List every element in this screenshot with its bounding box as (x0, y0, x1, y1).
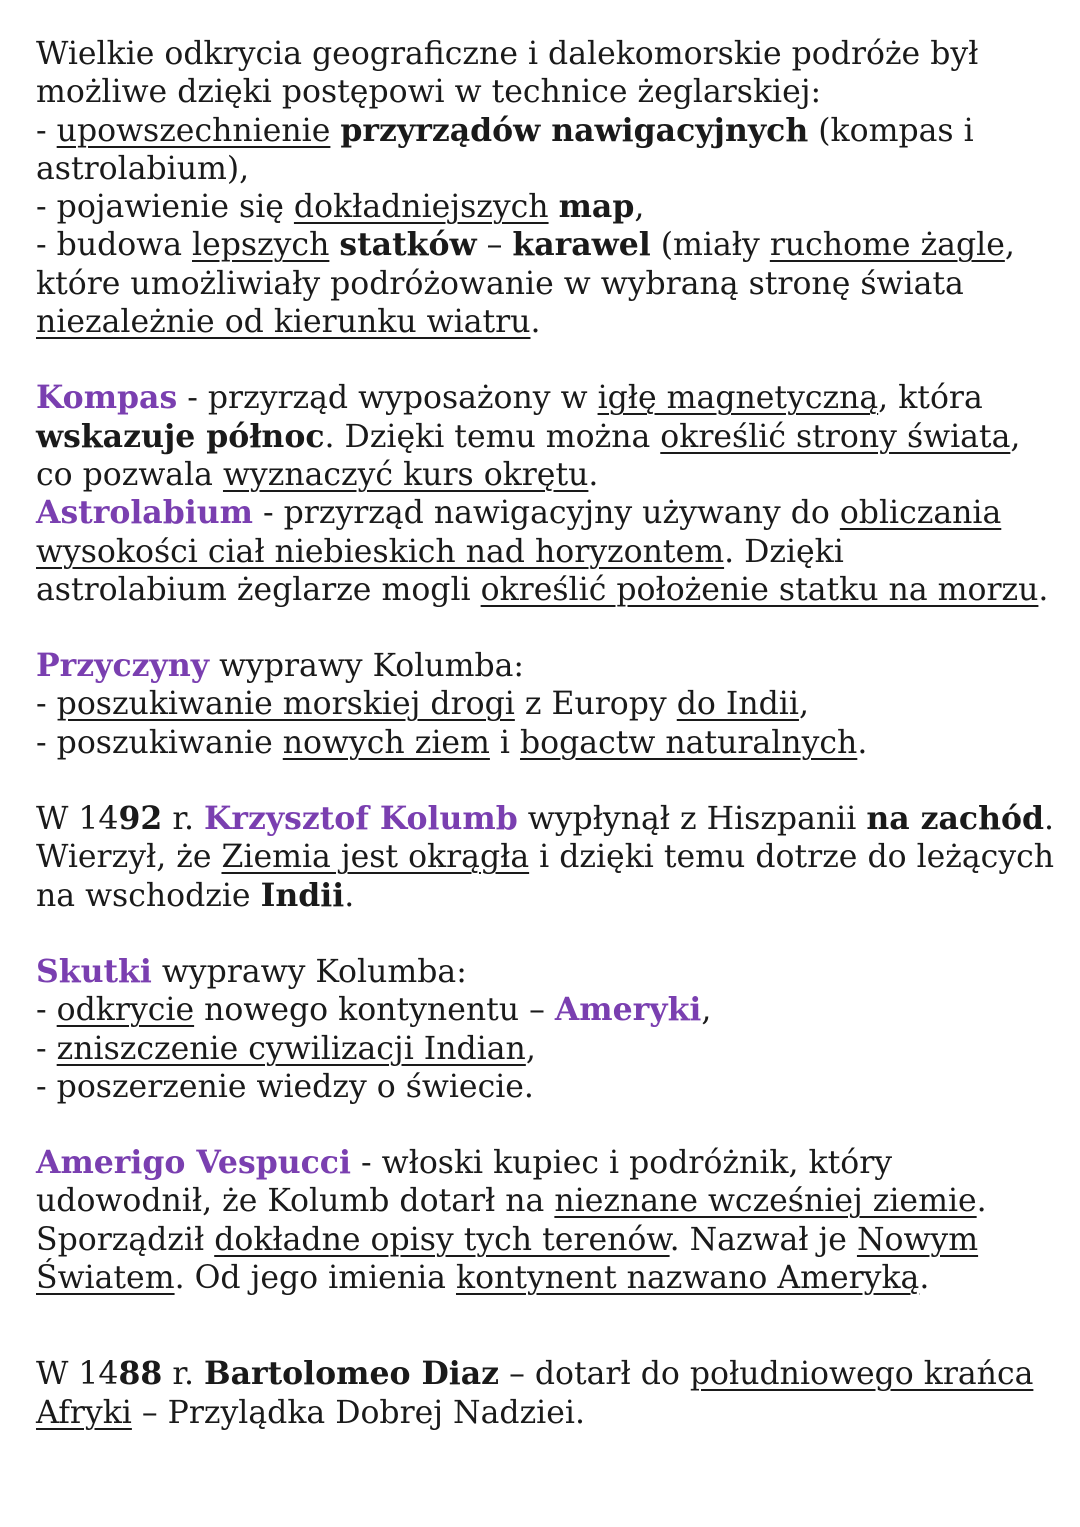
underlined-text: lepszych (192, 227, 330, 264)
spacer (36, 609, 1056, 647)
text-run: – Przylądka Dobrej Nadziei. (131, 1394, 585, 1431)
underlined-text: Ziemia jest okrągła (221, 839, 530, 876)
kolumb-paragraph (36, 800, 1056, 915)
text-run: r. (162, 801, 204, 838)
text-line (36, 877, 1056, 915)
text-run: wyprawy Kolumba: (209, 648, 525, 685)
underlined-text: Światem (36, 1260, 175, 1297)
text-line (36, 418, 1056, 456)
text-run: - (36, 112, 57, 149)
vespucci-paragraph (36, 1144, 1056, 1297)
text-run: (kompas i (808, 112, 974, 149)
text-line (36, 571, 1056, 609)
underlined-text: odkrycie (56, 992, 195, 1029)
text-run: , (1004, 227, 1015, 264)
text-run: - (36, 992, 57, 1029)
underlined-text: zniszczenie cywilizacji Indian (56, 1030, 526, 1067)
bold-term: Bartolomeo Diaz (203, 1355, 500, 1393)
text-line (36, 647, 1056, 685)
underlined-text: określić strony świata (660, 418, 1011, 455)
text-run: . (344, 877, 355, 914)
underlined-text: nieznane wcześniej ziemie (554, 1183, 977, 1220)
text-run: i dzięki temu dotrze do leżących (529, 839, 1055, 876)
bold-term: statków (339, 226, 477, 264)
text-run: - budowa (36, 227, 192, 264)
underlined-text: kontynent nazwano Ameryką (455, 1260, 920, 1297)
bold-term: wskazuje północ (36, 417, 325, 455)
text-line (36, 838, 1056, 876)
text-run: . (976, 1183, 987, 1220)
purple-term: Kompas (36, 379, 178, 417)
text-run: udowodnił, że Kolumb dotarł na (36, 1183, 555, 1220)
spacer (36, 341, 1056, 379)
text-run: - (36, 1030, 57, 1067)
text-run: , (798, 686, 809, 723)
text-run: - włoski kupiec i podróżnik, który (350, 1145, 893, 1182)
text-run: , (1010, 418, 1021, 455)
text-run: - poszukiwanie (36, 724, 283, 761)
underlined-text: Afryki (36, 1394, 132, 1431)
text-run: - przyrząd wyposażony w (177, 380, 598, 417)
underlined-text: dokładne opisy tych terenów (214, 1221, 670, 1258)
underlined-text: południowego krańca (689, 1356, 1034, 1393)
text-run: Wierzył, że (36, 839, 222, 876)
text-run: . (1038, 571, 1049, 608)
text-line (36, 533, 1056, 571)
text-run: (miały (650, 227, 770, 264)
purple-term: Amerigo Vespucci (36, 1144, 351, 1182)
text-line (36, 1394, 1056, 1432)
underlined-text: bogactw naturalnych (520, 724, 858, 761)
underlined-text: igłę magnetyczną (597, 380, 879, 417)
underlined-text: dokładniejszych (293, 189, 549, 226)
text-line (36, 1144, 1056, 1182)
text-line (36, 800, 1056, 838)
spacer (36, 1106, 1056, 1144)
document-page (36, 35, 1056, 1432)
text-line: - poszerzenie wiedzy o świecie. (36, 1068, 534, 1105)
spacer (36, 1297, 1056, 1355)
underlined-text: ruchome żagle (769, 227, 1005, 264)
text-run: - (36, 686, 57, 723)
underlined-text: poszukiwanie morskiej drogi (56, 686, 515, 723)
text-run: co pozwala (36, 456, 223, 493)
underlined-text: upowszechnienie (56, 112, 331, 149)
text-line (36, 188, 1056, 226)
text-run: . Dzięki temu można (324, 418, 661, 455)
text-run: Sporządził (36, 1221, 215, 1258)
purple-term: Krzysztof Kolumb (203, 800, 518, 838)
text-line: astrolabium), (36, 150, 250, 187)
bold-term: map (558, 188, 635, 226)
text-run: . (530, 304, 541, 341)
intro-paragraph (36, 35, 1056, 341)
text-line (36, 494, 1056, 532)
text-run: W 14 (36, 1356, 119, 1393)
text-run: na wschodzie (36, 877, 261, 914)
text-run: , (525, 1030, 536, 1067)
text-line (36, 112, 1056, 150)
text-line (36, 226, 1056, 264)
text-run: wyprawy Kolumba: (151, 953, 467, 990)
text-run: , (634, 189, 645, 226)
underlined-text: Nowym (856, 1221, 979, 1258)
text-line (36, 953, 1056, 991)
text-run: wypłynął z Hiszpanii (517, 801, 867, 838)
text-line (36, 1355, 1056, 1393)
text-run: - pojawienie się (36, 189, 294, 226)
text-line (36, 379, 1056, 417)
text-run: z Europy (514, 686, 677, 723)
spacer (36, 762, 1056, 800)
text-run: – (476, 227, 513, 264)
text-line (36, 1259, 1056, 1297)
text-run: . (857, 724, 868, 761)
diaz-paragraph (36, 1355, 1056, 1432)
kompas-paragraph (36, 379, 1056, 609)
text-line (36, 1221, 1056, 1259)
purple-term: Przyczyny (36, 647, 210, 685)
text-run: . Nazwał je (669, 1221, 857, 1258)
underlined-text: wyznaczyć kurs okrętu (222, 456, 589, 493)
skutki-paragraph (36, 953, 1056, 1106)
text-run: W 14 (36, 801, 119, 838)
text-run: i (489, 724, 521, 761)
underlined-text: niezależnie od kierunku wiatru (36, 304, 531, 341)
text-line (36, 303, 1056, 341)
purple-term: Astrolabium (36, 494, 253, 532)
bold-term: Indii (260, 876, 345, 914)
text-line (36, 685, 1056, 723)
spacer (36, 915, 1056, 953)
bold-term: 88 (118, 1355, 163, 1393)
text-run (330, 113, 340, 149)
text-run: – dotarł do (499, 1356, 690, 1393)
text-line: Wielkie odkrycia geograficzne i dalekomorskie podróże był (36, 36, 979, 72)
text-run: . Dzięki (724, 533, 844, 570)
text-run: , która (878, 380, 983, 417)
underlined-text: obliczania (839, 495, 1002, 532)
text-run: . Od jego imienia (174, 1260, 456, 1297)
underlined-text: nowych ziem (282, 724, 490, 761)
text-line (36, 724, 1056, 762)
purple-term: Skutki (36, 952, 152, 990)
przyczyny-paragraph (36, 647, 1056, 762)
underlined-text: określić położenie statku na morzu (480, 571, 1039, 608)
bold-term: karawel (512, 226, 651, 264)
text-run: . (919, 1260, 930, 1297)
text-line: które umożliwiały podróżowanie w wybraną stronę świata (36, 265, 964, 302)
bold-term: 92 (118, 800, 163, 838)
text-run: - przyrząd nawigacyjny używany do (252, 495, 840, 532)
text-run: nowego kontynentu – (194, 992, 555, 1029)
text-run: astrolabium żeglarze mogli (36, 571, 481, 608)
underlined-text: wysokości ciał niebieskich nad horyzontem (36, 533, 725, 570)
text-line (36, 991, 1056, 1029)
text-line (36, 456, 1056, 494)
text-line (36, 1030, 1056, 1068)
bold-term: na zachód (866, 800, 1045, 838)
text-run: . (588, 456, 599, 493)
purple-term: Ameryki (554, 991, 702, 1029)
bold-term: przyrządów nawigacyjnych (340, 111, 809, 149)
text-run: . (1044, 801, 1055, 838)
text-run: r. (162, 1356, 204, 1393)
text-run (329, 227, 339, 263)
text-run: , (701, 992, 712, 1029)
underlined-text: do Indii (676, 686, 799, 723)
text-line: możliwe dzięki postępowi w technice żeglarskiej: (36, 74, 822, 111)
text-line (36, 1182, 1056, 1220)
text-run (549, 189, 559, 225)
